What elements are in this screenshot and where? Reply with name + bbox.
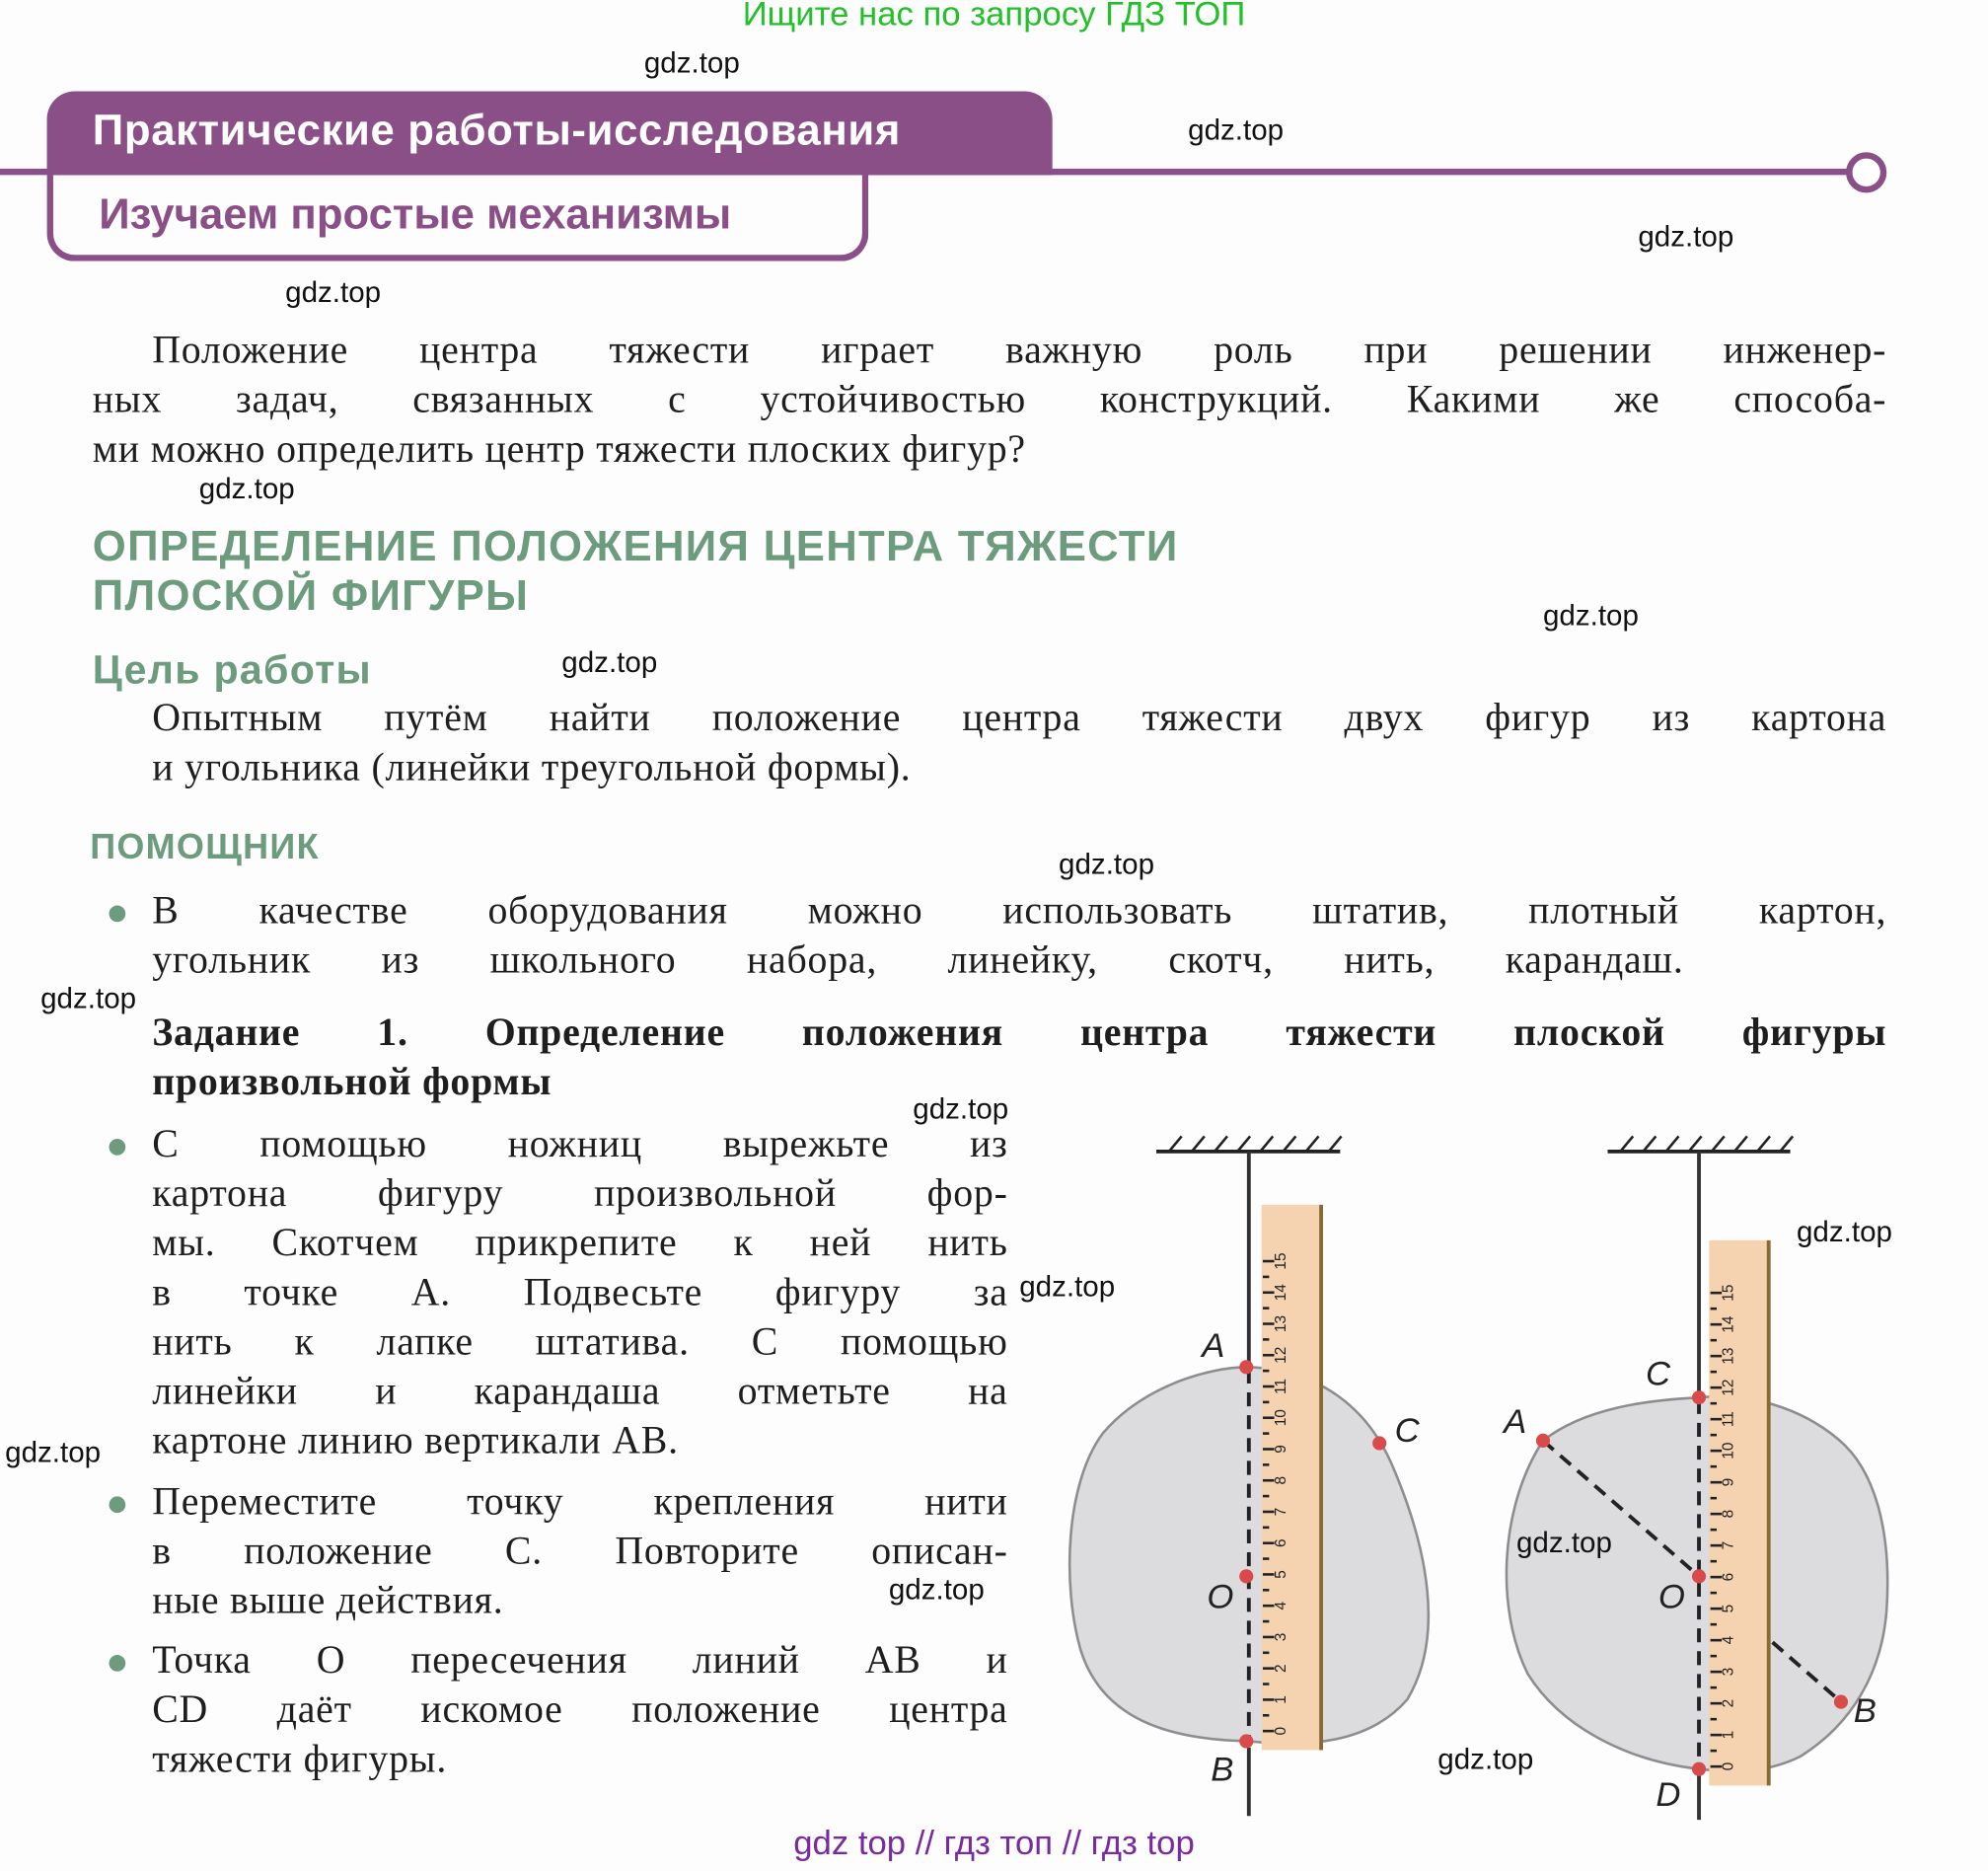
support-hatch [1712, 1136, 1725, 1151]
ruler-number: 14 [1273, 1284, 1290, 1302]
watermark: gdz.top [643, 45, 740, 79]
watermark: gdz.top [1515, 1525, 1612, 1559]
helper-title: ПОМОЩНИК [90, 826, 320, 866]
point-label: B [1853, 1692, 1877, 1731]
task-title: Задание 1. Определение положения центра тяжести плоской фигуры [152, 1009, 1887, 1054]
point-label: O [1207, 1578, 1234, 1616]
watermark: gdz.top [888, 1572, 985, 1606]
support-hatch [1306, 1136, 1319, 1151]
ruler-number: 12 [1273, 1346, 1290, 1364]
task-step-line: CD даёт искомое положение центра [152, 1686, 1008, 1732]
watermark: gdz.top [40, 981, 137, 1015]
task-step-line: картона фигуру произвольной фор- [152, 1170, 1008, 1216]
ruler-number: 6 [1720, 1572, 1737, 1582]
support-hatch [1329, 1136, 1342, 1151]
ruler-number: 0 [1720, 1761, 1737, 1771]
section-title: Практические работы-исследования [92, 106, 902, 155]
task-title: произвольной формы [152, 1059, 552, 1104]
support-hatch [1260, 1136, 1273, 1151]
task-step-line: линейки и карандаша отметьте на [152, 1368, 1008, 1413]
point-label: O [1657, 1578, 1685, 1616]
intro-line: ми можно определить центр тяжести плоских фигур? [92, 425, 1026, 471]
watermark: gdz.top [1019, 1269, 1116, 1303]
watermark: gdz.top [1437, 1742, 1534, 1776]
support-hatch [1757, 1136, 1770, 1151]
point-label: A [1504, 1403, 1527, 1442]
goal-title: Цель работы [92, 646, 372, 693]
footer-links[interactable]: gdz top // гдз топ // гдз top [793, 1823, 1195, 1862]
watermark: gdz.top [285, 274, 382, 309]
support-hatch [1192, 1136, 1205, 1151]
watermark: gdz.top [1188, 112, 1285, 146]
support-hatch [1237, 1136, 1250, 1151]
support-hatch [1689, 1136, 1702, 1151]
ruler-number: 11 [1720, 1411, 1737, 1428]
ruler-number: 10 [1720, 1442, 1737, 1459]
ruler-number: 13 [1720, 1347, 1737, 1365]
task-step-line: С помощью ножниц вырежьте из [152, 1121, 1008, 1166]
point-label: D [1656, 1775, 1681, 1814]
point-label: B [1211, 1751, 1234, 1789]
ruler-number: 6 [1273, 1538, 1290, 1547]
ruler-number: 8 [1720, 1509, 1737, 1519]
marked-point [1692, 1569, 1706, 1583]
intro-line: ных задач, связанных с устойчивостью конструкций. Какими же способа- [92, 376, 1887, 421]
support-hatch [1215, 1136, 1227, 1151]
helper-line: угольник из школьного набора, линейку, скотч, нить, карандаш. [152, 936, 1684, 982]
ruler-number: 9 [1273, 1445, 1290, 1454]
ruler-number: 4 [1720, 1635, 1737, 1645]
marked-point [1239, 1569, 1253, 1583]
ruler-number: 9 [1720, 1477, 1737, 1487]
task-step-line: Переместите точку крепления нити [152, 1478, 1008, 1524]
marked-point [1239, 1734, 1253, 1748]
task-step-line: ные выше действия. [152, 1577, 504, 1622]
ruler-number: 5 [1273, 1570, 1290, 1579]
support-hatch [1734, 1136, 1747, 1151]
goal-line: и угольника (линейки треугольной формы). [152, 744, 912, 789]
ruler-number: 3 [1273, 1632, 1290, 1642]
ruler-number: 0 [1273, 1726, 1290, 1736]
watermark: gdz.top [198, 472, 295, 505]
watermark: gdz.top [1638, 219, 1734, 253]
ruler-number: 12 [1720, 1379, 1737, 1396]
ruler-number: 2 [1720, 1698, 1737, 1708]
watermark: gdz.top [5, 1435, 102, 1469]
ruler-number: 7 [1273, 1507, 1290, 1517]
ruler-number: 14 [1720, 1315, 1737, 1333]
section-heading: ОПРЕДЕЛЕНИЕ ПОЛОЖЕНИЯ ЦЕНТРА ТЯЖЕСТИ [92, 522, 1179, 571]
support-hatch [1284, 1136, 1296, 1151]
task-step-line: в положение C. Повторите описан- [152, 1528, 1008, 1573]
ruler-number: 5 [1720, 1604, 1737, 1613]
marked-point [1536, 1434, 1550, 1448]
support-hatch [1643, 1136, 1656, 1151]
watermark: gdz.top [1542, 598, 1639, 632]
ruler-number: 11 [1273, 1378, 1290, 1394]
ruler-number: 4 [1273, 1601, 1290, 1610]
section-heading: ПЛОСКОЙ ФИГУРЫ [92, 571, 530, 621]
ruler-number: 3 [1720, 1667, 1737, 1677]
support-hatch [1780, 1136, 1793, 1151]
task-step-line: в точке A. Подвесьте фигуру за [152, 1269, 1008, 1314]
ruler-number: 15 [1720, 1284, 1737, 1302]
cardboard-shape [1507, 1396, 1887, 1771]
ruler-number: 10 [1273, 1409, 1290, 1427]
point-label: C [1394, 1412, 1420, 1451]
task-step-line: нить к лапке штатива. С помощью [152, 1318, 1008, 1364]
task-step-line: Точка O пересечения линий AB и [152, 1637, 1008, 1683]
marked-point [1239, 1360, 1253, 1374]
support-hatch [1169, 1136, 1182, 1151]
intro-line: Положение центра тяжести играет важную роль при решении инженер- [152, 327, 1887, 372]
ruler-number: 2 [1273, 1664, 1290, 1673]
goal-line: Опытным путём найти положение центра тяжести двух фигур из картона [152, 695, 1887, 740]
support-hatch [1666, 1136, 1679, 1151]
top-banner[interactable]: Ищите нас по запросу ГДЗ ТОП [742, 0, 1246, 34]
ruler-number: 1 [1720, 1730, 1737, 1740]
ruler-number: 15 [1273, 1252, 1290, 1270]
ruler-number: 8 [1273, 1475, 1290, 1485]
watermark: gdz.top [1059, 847, 1155, 880]
marked-point [1692, 1762, 1706, 1776]
watermark: gdz.top [561, 645, 658, 679]
ruler-number: 13 [1273, 1314, 1290, 1333]
watermark: gdz.top [1796, 1215, 1892, 1248]
marked-point [1372, 1436, 1386, 1450]
task-step-line: тяжести фигуры. [152, 1736, 448, 1781]
task-step-line: мы. Скотчем прикрепите к ней нить [152, 1220, 1008, 1265]
subtitle: Изучаем простые механизмы [99, 189, 732, 239]
helper-line: В качестве оборудования можно использовать штатив, плотный картон, [152, 887, 1887, 933]
point-label: A [1202, 1327, 1225, 1366]
watermark: gdz.top [913, 1091, 1009, 1125]
ruler-number: 7 [1720, 1540, 1737, 1550]
marked-point [1834, 1695, 1848, 1709]
support-hatch [1620, 1136, 1633, 1151]
point-label: C [1646, 1355, 1671, 1393]
task-step-line: картоне линию вертикали AB. [152, 1417, 679, 1462]
marked-point [1692, 1390, 1706, 1404]
ruler-number: 1 [1273, 1695, 1290, 1704]
